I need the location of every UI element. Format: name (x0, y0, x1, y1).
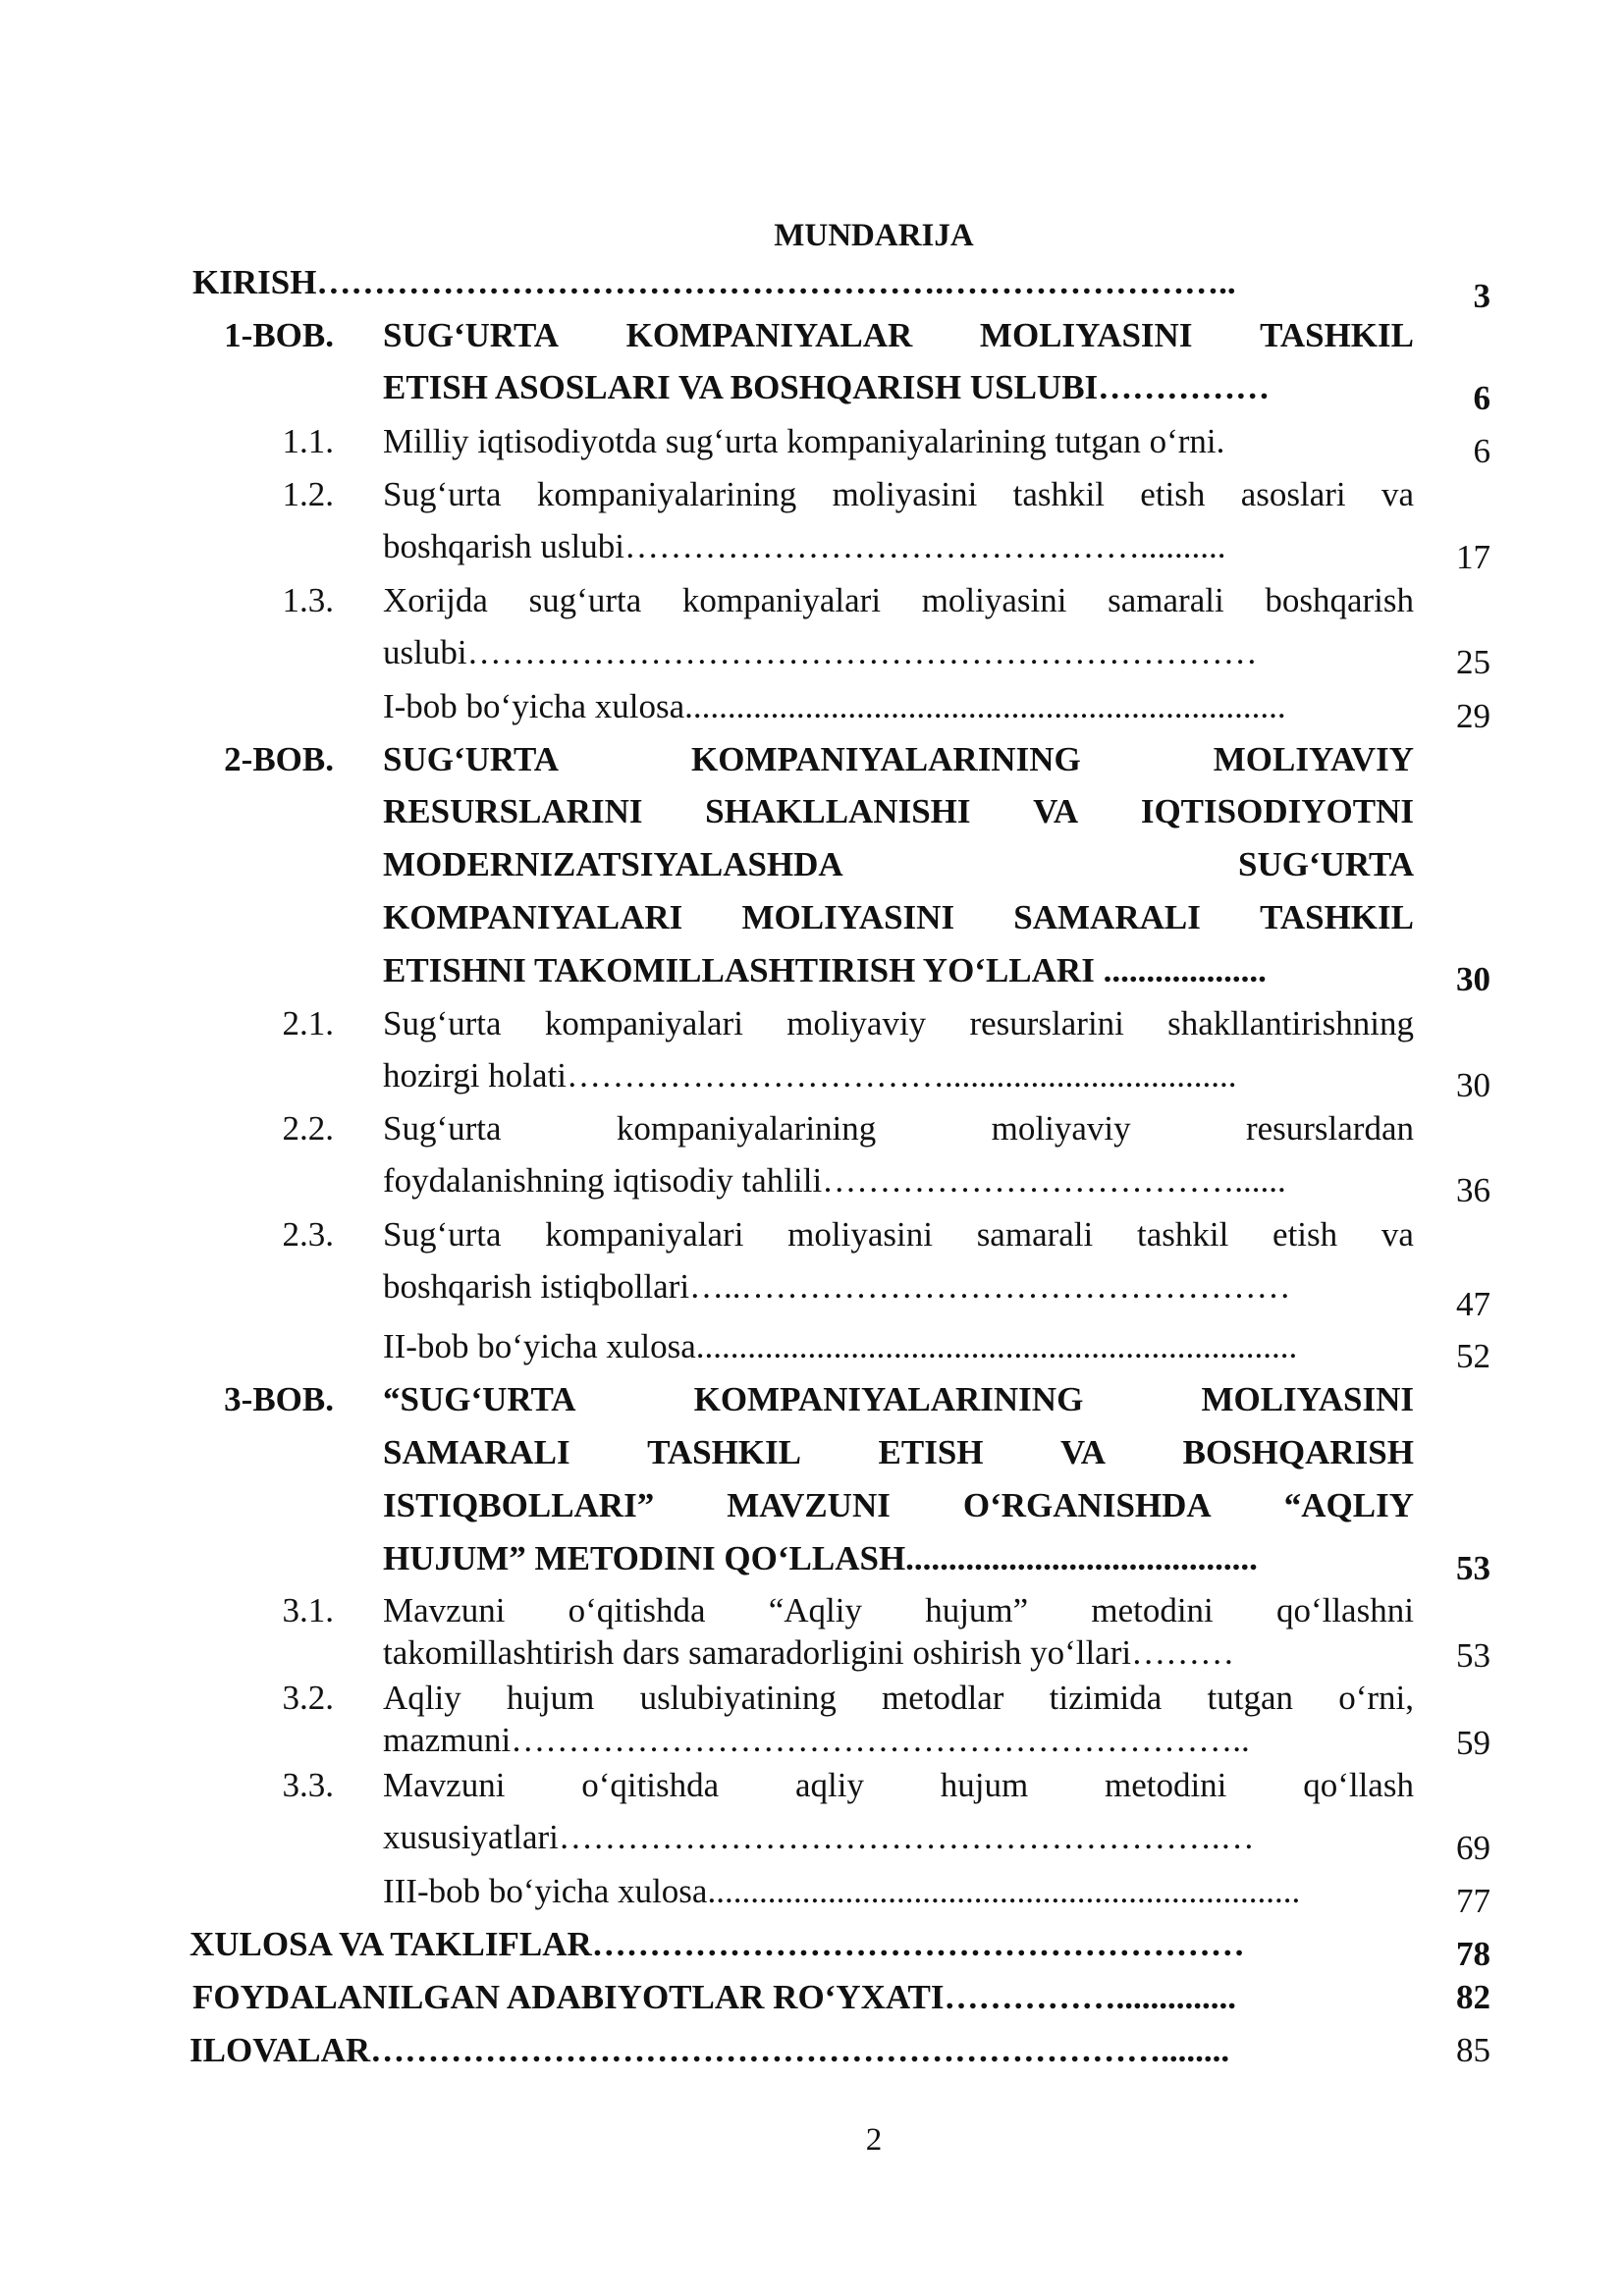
section-1-3-page: 25 (1456, 643, 1490, 681)
chapter-1-title-line1: SUG‘URTA KOMPANIYALAR MOLIYASINI TASHKIL (383, 316, 1414, 354)
section-3-1-title-line1: Mavzuni o‘qitishda “Aqliy hujum” metodini qo‘llashni (383, 1591, 1414, 1629)
section-3-2-title-line1: Aqliy hujum uslubiyatining metodlar tizimida tutgan o‘rni, (383, 1679, 1414, 1717)
section-2-1-number: 2.1. (282, 1004, 334, 1042)
toc-page-appendix: 85 (1456, 2031, 1490, 2069)
section-2-3-title-line2: boshqarish istiqbollari…..………………………………………… (383, 1267, 1291, 1306)
chapter-1-page: 6 (1473, 379, 1490, 417)
section-2-2-title-line1: Sug‘urta kompaniyalarining moliyaviy resurslardan (383, 1109, 1414, 1148)
section-3-3-title-line2: xususiyatlari………………………………………………….… (383, 1818, 1255, 1856)
chapter-3-title-line3: ISTIQBOLLARI” MAVZUNI O‘RGANISHDA “AQLIY (383, 1486, 1414, 1524)
section-2-3-title-line1: Sug‘urta kompaniyalari moliyasini samarali tashkil etish va (383, 1215, 1414, 1254)
toc-page-introduction: 3 (1473, 277, 1490, 315)
toc-entry-conclusion: XULOSA VA TAKLIFLAR………………………………………………… (189, 1925, 1245, 1963)
chapter-1-summary-page: 29 (1456, 697, 1490, 735)
section-2-1-page: 30 (1456, 1066, 1490, 1104)
section-1-2-number: 1.2. (282, 475, 334, 513)
toc-entry-references: FOYDALANILGAN ADABIYOTLAR RO‘YXATI…………….............. (192, 1978, 1237, 2016)
section-3-3-number: 3.3. (282, 1766, 334, 1804)
page-number: 2 (865, 2122, 883, 2158)
section-1-2-page: 17 (1456, 538, 1490, 576)
section-2-1-title-line2: hozirgi holati…………………………….................................. (383, 1056, 1237, 1095)
chapter-2-summary-page: 52 (1456, 1337, 1490, 1375)
chapter-2-title-line2: RESURSLARINI SHAKLLANISHI VA IQTISODIYOTNI (383, 792, 1414, 830)
section-2-2-page: 36 (1456, 1171, 1490, 1209)
section-3-3-title-line1: Mavzuni o‘qitishda aqliy hujum metodini qo‘llash (383, 1766, 1414, 1804)
chapter-2-number: 2-BOB. (224, 740, 334, 778)
chapter-2-title-line4: KOMPANIYALARI MOLIYASINI SAMARALI TASHKIL (383, 898, 1414, 936)
section-3-1-title-line2: takomillashtirish dars samaradorligini oshirish yo‘llari……… (383, 1633, 1235, 1672)
section-1-2-title-line1: Sug‘urta kompaniyalarining moliyasini tashkil etish asoslari va (383, 475, 1414, 513)
chapter-3-title-line2: SAMARALI TASHKIL ETISH VA BOSHQARISH (383, 1433, 1414, 1471)
section-2-2-number: 2.2. (282, 1109, 334, 1148)
section-2-3-page: 47 (1456, 1285, 1490, 1323)
section-1-3-title-line1: Xorijda sug‘urta kompaniyalari moliyasini samarali boshqarish (383, 581, 1414, 619)
chapter-3-page: 53 (1456, 1549, 1490, 1587)
toc-page-references: 82 (1456, 1978, 1490, 2016)
section-3-2-number: 3.2. (282, 1679, 334, 1717)
chapter-3-number: 3-BOB. (224, 1380, 334, 1418)
chapter-1-summary: I-bob bo‘yicha xulosa...................................................................... (383, 687, 1286, 725)
section-3-2-title-line2: mazmuni……………………………………………………….. (383, 1721, 1250, 1759)
chapter-2-title-line5: ETISHNI TAKOMILLASHTIRISH YO‘LLARI ................... (383, 951, 1267, 989)
section-2-2-title-line2: foydalanishning iqtisodiy tahlili………………………………...... (383, 1161, 1286, 1200)
chapter-3-title-line4: HUJUM” METODINI QO‘LLASH......................................... (383, 1539, 1258, 1577)
chapter-2-summary: II-bob bo‘yicha xulosa...................................................................... (383, 1327, 1298, 1365)
section-3-3-page: 69 (1456, 1829, 1490, 1867)
chapter-2-title-line1: SUG‘URTA KOMPANIYALARINING MOLIYAVIY (383, 740, 1414, 778)
section-1-1-title: Milliy iqtisodiyotda sug‘urta kompaniyalarining tutgan o‘rni. (383, 422, 1225, 460)
chapter-1-title-line2: ETISH ASOSLARI VA BOSHQARISH USLUBI…………… (383, 368, 1271, 406)
chapter-1-number: 1-BOB. (224, 316, 334, 354)
chapter-3-title-line1: “SUG‘URTA KOMPANIYALARINING MOLIYASINI (383, 1380, 1414, 1418)
chapter-3-summary-page: 77 (1456, 1882, 1490, 1920)
section-3-2-page: 59 (1456, 1724, 1490, 1762)
section-1-3-title-line2: uslubi…………………………………………………………… (383, 633, 1258, 671)
toc-entry-introduction: KIRISH……………………………………………….…………………….. (192, 263, 1236, 301)
section-1-1-page: 6 (1473, 432, 1490, 470)
toc-page-conclusion: 78 (1456, 1935, 1490, 1973)
chapter-3-summary: III-bob bo‘yicha xulosa..................................................................... (383, 1872, 1301, 1910)
section-1-1-number: 1.1. (282, 422, 334, 460)
section-1-2-title-line2: boshqarish uslubi……………………………………….......... (383, 527, 1226, 565)
section-1-3-number: 1.3. (282, 581, 334, 619)
section-2-3-number: 2.3. (282, 1215, 334, 1254)
section-3-1-page: 53 (1456, 1636, 1490, 1675)
toc-entry-appendix: ILOVALAR……………………………………………………………........ (189, 2031, 1230, 2069)
section-2-1-title-line1: Sug‘urta kompaniyalari moliyaviy resurslarini shakllantirishning (383, 1004, 1414, 1042)
toc-title: MUNDARIJA (774, 218, 974, 253)
chapter-2-page: 30 (1456, 960, 1490, 998)
chapter-2-title-line3: MODERNIZATSIYALASHDA SUG‘URTA (383, 845, 1414, 883)
section-3-1-number: 3.1. (282, 1591, 334, 1629)
